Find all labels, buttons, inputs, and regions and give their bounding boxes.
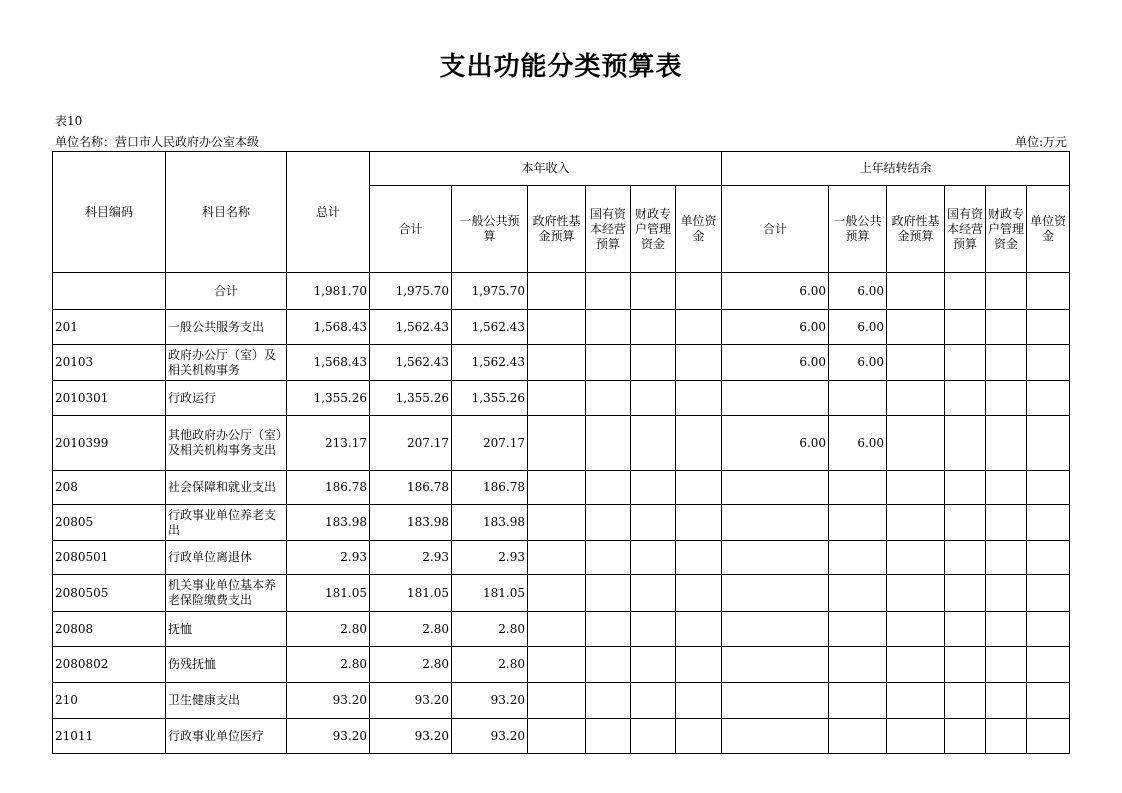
header-name: 科目名称 — [166, 152, 287, 273]
cell-py-sum: 6.00 — [722, 310, 829, 345]
cell-py-sum — [722, 683, 829, 719]
cell-code: 2010301 — [53, 381, 166, 416]
cell-total: 1,568.43 — [287, 345, 370, 381]
cell-py-sum — [722, 381, 829, 416]
cell-cy-capital — [586, 719, 631, 754]
cell-code: 20805 — [53, 505, 166, 541]
cell-total: 183.98 — [287, 505, 370, 541]
cell-py-special — [986, 647, 1027, 683]
table-row — [53, 310, 1070, 345]
cell-cy-special — [631, 541, 676, 575]
cell-cy-special — [631, 505, 676, 541]
cell-py-sum — [722, 505, 829, 541]
cell-cy-general: 2.80 — [452, 612, 528, 647]
cell-code — [53, 273, 166, 310]
cell-name: 卫生健康支出 — [166, 683, 287, 719]
cell-cy-special — [631, 310, 676, 345]
cell-py-general — [829, 505, 887, 541]
cell-total: 2.80 — [287, 612, 370, 647]
cell-cy-sum: 183.98 — [370, 505, 452, 541]
cell-cy-fund — [528, 505, 586, 541]
cell-cy-fund — [528, 541, 586, 575]
table-row — [53, 541, 1070, 575]
cell-py-unit — [1027, 416, 1070, 471]
cell-py-sum — [722, 575, 829, 612]
cell-py-general — [829, 612, 887, 647]
cell-cy-unit — [676, 273, 722, 310]
cell-cy-special — [631, 575, 676, 612]
cell-cy-capital — [586, 310, 631, 345]
cell-cy-sum: 1,355.26 — [370, 381, 452, 416]
cell-cy-special — [631, 683, 676, 719]
cell-cy-special — [631, 273, 676, 310]
header-cy-capital: 国有资本经营预算 — [586, 186, 631, 273]
cell-cy-fund — [528, 273, 586, 310]
cell-py-capital — [945, 273, 986, 310]
table-row — [53, 381, 1070, 416]
cell-py-fund — [887, 345, 945, 381]
cell-cy-sum: 2.93 — [370, 541, 452, 575]
cell-cy-sum: 2.80 — [370, 647, 452, 683]
cell-cy-sum: 1,975.70 — [370, 273, 452, 310]
cell-py-capital — [945, 683, 986, 719]
cell-name: 行政单位离退休 — [166, 541, 287, 575]
cell-cy-capital — [586, 683, 631, 719]
header-py-unit: 单位资金 — [1027, 186, 1070, 273]
cell-py-capital — [945, 505, 986, 541]
cell-cy-fund — [528, 683, 586, 719]
cell-code: 2080505 — [53, 575, 166, 612]
cell-py-capital — [945, 612, 986, 647]
cell-name: 行政运行 — [166, 381, 287, 416]
cell-cy-general: 1,355.26 — [452, 381, 528, 416]
cell-py-sum — [722, 541, 829, 575]
cell-py-general — [829, 647, 887, 683]
cell-py-fund — [887, 505, 945, 541]
cell-py-sum: 6.00 — [722, 273, 829, 310]
cell-total: 93.20 — [287, 719, 370, 754]
cell-cy-general: 2.80 — [452, 647, 528, 683]
cell-py-unit — [1027, 505, 1070, 541]
cell-name: 行政事业单位医疗 — [166, 719, 287, 754]
cell-name: 行政事业单位养老支出 — [166, 505, 287, 541]
cell-py-fund — [887, 381, 945, 416]
cell-py-general: 6.00 — [829, 345, 887, 381]
cell-py-capital — [945, 575, 986, 612]
cell-cy-sum: 2.80 — [370, 612, 452, 647]
cell-py-special — [986, 541, 1027, 575]
cell-total: 213.17 — [287, 416, 370, 471]
cell-code: 20808 — [53, 612, 166, 647]
cell-py-unit — [1027, 647, 1070, 683]
cell-py-fund — [887, 612, 945, 647]
header-code: 科目编码 — [53, 152, 166, 273]
header-total: 总计 — [287, 152, 370, 273]
cell-py-special — [986, 505, 1027, 541]
cell-py-general: 6.00 — [829, 273, 887, 310]
cell-py-general — [829, 541, 887, 575]
cell-cy-sum: 207.17 — [370, 416, 452, 471]
cell-code: 21011 — [53, 719, 166, 754]
cell-py-unit — [1027, 345, 1070, 381]
header-current-year: 本年收入 — [370, 152, 722, 186]
cell-py-unit — [1027, 541, 1070, 575]
cell-code: 20103 — [53, 345, 166, 381]
budget-table — [52, 151, 1070, 754]
cell-py-unit — [1027, 575, 1070, 612]
cell-code: 2010399 — [53, 416, 166, 471]
cell-cy-unit — [676, 719, 722, 754]
cell-cy-sum: 186.78 — [370, 471, 452, 505]
table-row — [53, 575, 1070, 612]
cell-cy-unit — [676, 416, 722, 471]
cell-cy-capital — [586, 647, 631, 683]
cell-total: 1,568.43 — [287, 310, 370, 345]
cell-cy-capital — [586, 471, 631, 505]
cell-py-special — [986, 683, 1027, 719]
cell-py-special — [986, 416, 1027, 471]
cell-code: 208 — [53, 471, 166, 505]
cell-name: 机关事业单位基本养老保险缴费支出 — [166, 575, 287, 612]
cell-cy-special — [631, 345, 676, 381]
header-cy-general: 一般公共预算 — [452, 186, 528, 273]
header-py-general: 一般公共预算 — [829, 186, 887, 273]
cell-cy-general: 2.93 — [452, 541, 528, 575]
cell-cy-sum: 1,562.43 — [370, 345, 452, 381]
cell-cy-unit — [676, 575, 722, 612]
cell-py-unit — [1027, 310, 1070, 345]
cell-cy-capital — [586, 273, 631, 310]
cell-cy-capital — [586, 345, 631, 381]
table-row — [53, 683, 1070, 719]
cell-cy-special — [631, 416, 676, 471]
page-title: 支出功能分类预算表 — [439, 52, 683, 82]
unit-label: 单位:万元 — [1014, 135, 1067, 149]
cell-cy-capital — [586, 381, 631, 416]
cell-cy-capital — [586, 612, 631, 647]
cell-cy-fund — [528, 471, 586, 505]
header-py-special: 财政专户管理资金 — [986, 186, 1027, 273]
cell-py-unit — [1027, 381, 1070, 416]
cell-cy-fund — [528, 647, 586, 683]
table-row — [53, 505, 1070, 541]
cell-total: 1,981.70 — [287, 273, 370, 310]
cell-name: 抚恤 — [166, 612, 287, 647]
cell-cy-sum: 93.20 — [370, 683, 452, 719]
cell-py-capital — [945, 310, 986, 345]
cell-cy-fund — [528, 575, 586, 612]
header-cy-special: 财政专户管理资金 — [631, 186, 676, 273]
cell-cy-unit — [676, 310, 722, 345]
header-prior-year: 上年结转结余 — [722, 152, 1070, 186]
cell-py-special — [986, 719, 1027, 754]
cell-cy-unit — [676, 381, 722, 416]
header-py-fund: 政府性基金预算 — [887, 186, 945, 273]
cell-cy-general: 93.20 — [452, 683, 528, 719]
cell-py-capital — [945, 719, 986, 754]
cell-total: 186.78 — [287, 471, 370, 505]
cell-cy-general: 183.98 — [452, 505, 528, 541]
cell-py-unit — [1027, 471, 1070, 505]
cell-cy-general: 207.17 — [452, 416, 528, 471]
cell-total: 1,355.26 — [287, 381, 370, 416]
cell-py-sum: 6.00 — [722, 345, 829, 381]
cell-py-capital — [945, 647, 986, 683]
cell-cy-general: 186.78 — [452, 471, 528, 505]
header-cy-sum: 合计 — [370, 186, 452, 273]
cell-py-fund — [887, 471, 945, 505]
cell-cy-fund — [528, 310, 586, 345]
cell-py-sum — [722, 647, 829, 683]
cell-py-sum: 6.00 — [722, 416, 829, 471]
cell-cy-capital — [586, 416, 631, 471]
cell-cy-general: 93.20 — [452, 719, 528, 754]
cell-cy-general: 1,975.70 — [452, 273, 528, 310]
cell-cy-fund — [528, 719, 586, 754]
cell-total: 181.05 — [287, 575, 370, 612]
cell-cy-unit — [676, 647, 722, 683]
cell-py-sum — [722, 719, 829, 754]
cell-py-fund — [887, 541, 945, 575]
cell-py-special — [986, 381, 1027, 416]
table-row — [53, 719, 1070, 754]
cell-py-general — [829, 719, 887, 754]
cell-py-capital — [945, 345, 986, 381]
cell-cy-unit — [676, 612, 722, 647]
cell-py-sum — [722, 612, 829, 647]
cell-cy-general: 181.05 — [452, 575, 528, 612]
cell-py-capital — [945, 381, 986, 416]
cell-py-special — [986, 310, 1027, 345]
cell-py-unit — [1027, 683, 1070, 719]
table-row — [53, 647, 1070, 683]
cell-cy-unit — [676, 505, 722, 541]
cell-cy-special — [631, 719, 676, 754]
table-row — [53, 273, 1070, 310]
header-py-capital: 国有资本经营预算 — [945, 186, 986, 273]
cell-py-special — [986, 575, 1027, 612]
cell-py-general: 6.00 — [829, 310, 887, 345]
table-row — [53, 471, 1070, 505]
table-row — [53, 416, 1070, 471]
table-row — [53, 345, 1070, 381]
cell-py-sum — [722, 471, 829, 505]
cell-cy-special — [631, 381, 676, 416]
cell-cy-fund — [528, 381, 586, 416]
cell-py-general — [829, 575, 887, 612]
cell-cy-special — [631, 471, 676, 505]
cell-py-unit — [1027, 273, 1070, 310]
table-body — [53, 273, 1070, 754]
cell-name: 伤残抚恤 — [166, 647, 287, 683]
cell-py-fund — [887, 273, 945, 310]
cell-cy-special — [631, 612, 676, 647]
cell-name: 其他政府办公厅（室）及相关机构事务支出 — [166, 416, 287, 471]
cell-cy-capital — [586, 575, 631, 612]
header-py-sum: 合计 — [722, 186, 829, 273]
cell-py-special — [986, 273, 1027, 310]
cell-py-special — [986, 345, 1027, 381]
cell-name: 政府办公厅（室）及相关机构事务 — [166, 345, 287, 381]
cell-cy-fund — [528, 345, 586, 381]
cell-cy-unit — [676, 541, 722, 575]
cell-py-general: 6.00 — [829, 416, 887, 471]
cell-py-general — [829, 471, 887, 505]
cell-py-unit — [1027, 719, 1070, 754]
cell-py-special — [986, 471, 1027, 505]
cell-py-unit — [1027, 612, 1070, 647]
cell-py-capital — [945, 416, 986, 471]
cell-total: 2.80 — [287, 647, 370, 683]
cell-code: 210 — [53, 683, 166, 719]
cell-cy-special — [631, 647, 676, 683]
cell-cy-unit — [676, 683, 722, 719]
cell-cy-capital — [586, 541, 631, 575]
cell-cy-general: 1,562.43 — [452, 345, 528, 381]
cell-py-fund — [887, 575, 945, 612]
cell-code: 201 — [53, 310, 166, 345]
cell-py-fund — [887, 416, 945, 471]
cell-cy-sum: 181.05 — [370, 575, 452, 612]
cell-code: 2080802 — [53, 647, 166, 683]
cell-name: 社会保障和就业支出 — [166, 471, 287, 505]
cell-py-fund — [887, 647, 945, 683]
header-cy-fund: 政府性基金预算 — [528, 186, 586, 273]
cell-py-capital — [945, 471, 986, 505]
cell-total: 93.20 — [287, 683, 370, 719]
cell-total: 2.93 — [287, 541, 370, 575]
cell-py-fund — [887, 310, 945, 345]
cell-py-special — [986, 612, 1027, 647]
cell-code: 2080501 — [53, 541, 166, 575]
cell-py-fund — [887, 719, 945, 754]
cell-py-general — [829, 683, 887, 719]
table-number: 表10 — [55, 114, 83, 128]
cell-cy-fund — [528, 416, 586, 471]
cell-name: 一般公共服务支出 — [166, 310, 287, 345]
header-cy-unit: 单位资金 — [676, 186, 722, 273]
cell-cy-unit — [676, 345, 722, 381]
cell-name: 合计 — [166, 273, 287, 310]
cell-cy-sum: 93.20 — [370, 719, 452, 754]
cell-cy-sum: 1,562.43 — [370, 310, 452, 345]
cell-cy-unit — [676, 471, 722, 505]
cell-py-general — [829, 381, 887, 416]
organization-name: 单位名称：营口市人民政府办公室本级 — [55, 135, 260, 149]
cell-cy-general: 1,562.43 — [452, 310, 528, 345]
cell-cy-capital — [586, 505, 631, 541]
cell-py-capital — [945, 541, 986, 575]
cell-py-fund — [887, 683, 945, 719]
cell-cy-fund — [528, 612, 586, 647]
table-row — [53, 612, 1070, 647]
